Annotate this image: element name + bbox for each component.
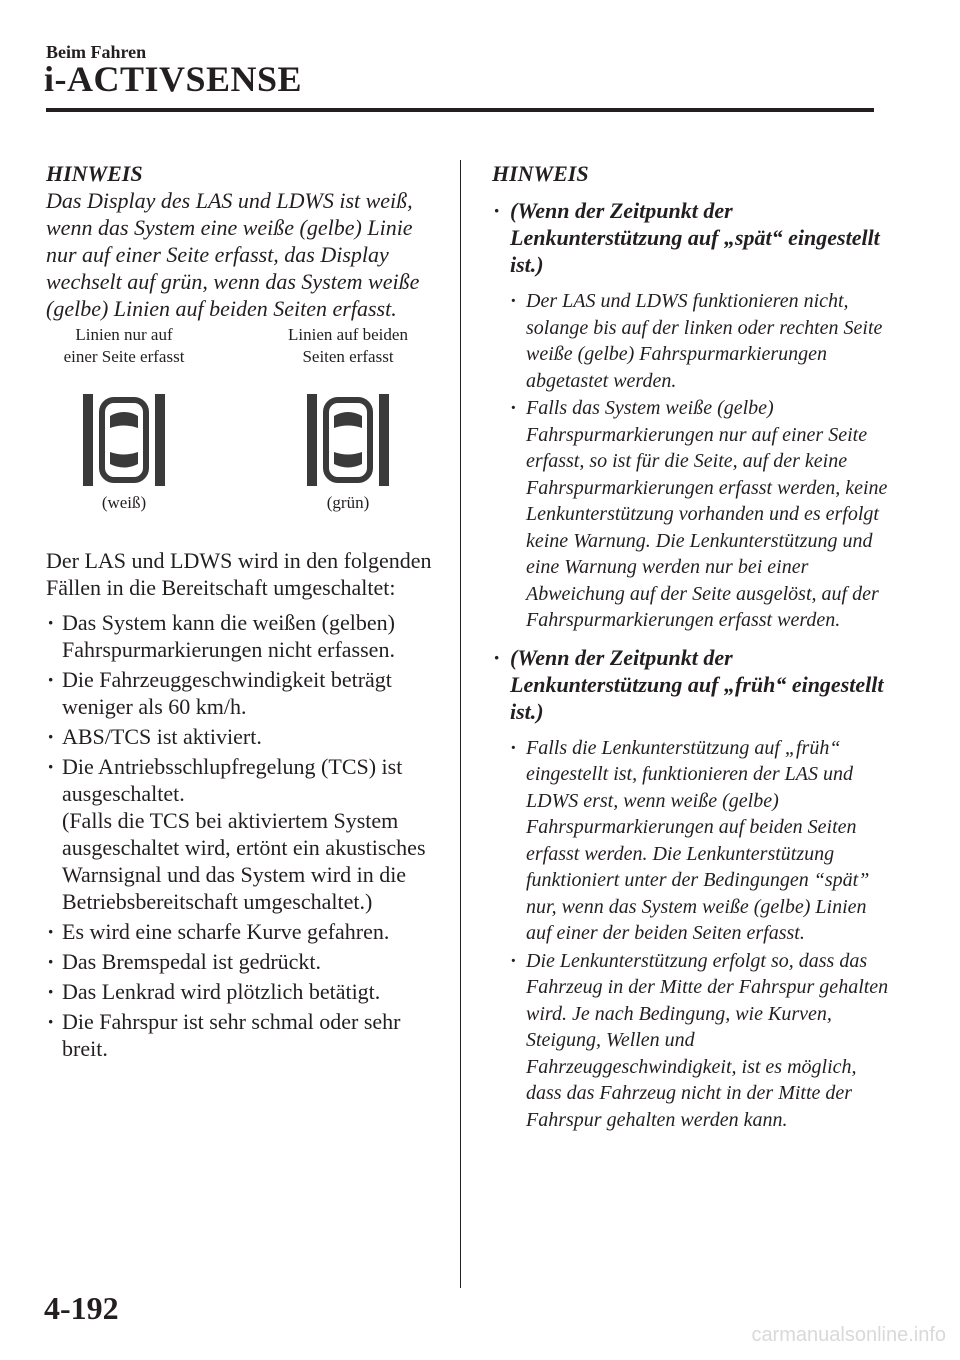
- list-item: · Das Bremspedal ist gedrückt.: [46, 948, 446, 975]
- figure-caption-both-sides-line2: Seiten erfasst: [302, 347, 394, 366]
- list-item: · Die Fahrspur ist sehr schmal oder sehr breit.: [46, 1008, 446, 1062]
- list-item-text: Die Lenkunterstützung erfolgt so, dass das Fahrzeug in der Mitte der Fahrspur gehalten wird. Je nach Bedingung, wie Kurven, Steigung, Wellen und Fahrzeuggeschwindigkeit, ist es möglich, dass das Fahrzeug nicht in der Mitte der Fahrspur gehalten werden kann.: [526, 949, 889, 1131]
- bullet-dot: ·: [510, 397, 517, 419]
- bullet-dot: ·: [493, 198, 501, 223]
- list-item: [46, 753, 446, 915]
- bullet-dot: ·: [493, 644, 501, 670]
- standby-intro: Der LAS und LDWS wird in den folgenden Fällen in die Bereitschaft umgeschaltet:: [46, 548, 432, 600]
- early-timing-heading: [490, 644, 890, 725]
- bullet-dot: ·: [510, 949, 517, 972]
- list-item: [510, 948, 890, 1134]
- left-column: [46, 160, 446, 1065]
- figure-caption-both-sides-line1: Linien auf beiden: [288, 325, 408, 344]
- standby-conditions-list: [46, 609, 446, 1062]
- figure-one-side: [24, 324, 224, 514]
- late-timing-heading: [490, 197, 890, 278]
- late-timing-list: [490, 288, 890, 634]
- note-text: Das Display des LAS und LDWS ist weiß, wenn das System eine weiße (gelbe) Linie nur auf einer Seite erfasst, das Display wechselt auf grün, wenn das System weiße (gelbe) Linien auf beiden Seiten erfasst.: [46, 188, 420, 321]
- chapter-title: i-ACTIVSENSE: [44, 59, 303, 99]
- list-item: · Die Fahrzeuggeschwindigkeit beträgt weniger als 60 km/h.: [46, 666, 446, 720]
- list-item: · ABS/TCS ist aktiviert.: [46, 723, 446, 750]
- list-item-text: Falls die Lenkunterstützung auf „früh“ eingestellt ist, funktionieren der LAS und LDWS erst, wenn weiße (gelbe) Fahrspurmarkierungen auf beiden Seiten erfasst werden. Die Lenkunterstützung funktioniert unter der Bedingungen “spät” nur, wenn das System weiße (gelbe) Linien auf einer der beiden Seiten erfasst.: [526, 736, 870, 944]
- lane-one-side-icon: [83, 394, 165, 486]
- figure-color-green: (grün): [326, 493, 370, 512]
- lane-both-sides-icon: [307, 394, 389, 486]
- early-timing-list: [490, 735, 890, 1134]
- column-divider: [460, 160, 461, 1288]
- early-timing-heading-text: (Wenn der Zeitpunkt der Lenkunterstützung auf „früh“ eingestellt ist.): [510, 644, 884, 724]
- header-rule: [46, 108, 874, 112]
- lane-display-figure: [46, 324, 446, 529]
- list-item-text: Die Antriebsschlupfregelung (TCS) ist ausgeschaltet.: [62, 754, 403, 806]
- list-item: · Das System kann die weißen (gelben) Fahrspurmarkierungen nicht erfassen.: [46, 609, 446, 663]
- late-timing-heading-text: (Wenn der Zeitpunkt der Lenkunterstützung auf „spät“ eingestellt ist.): [510, 198, 880, 277]
- bullet-dot: ·: [510, 290, 517, 312]
- watermark: carmanualsonline.info: [751, 1324, 946, 1346]
- section-label: Beim Fahren: [46, 42, 147, 62]
- list-item: [510, 288, 890, 394]
- tcs-note: (Falls die TCS bei aktiviertem System ausgeschaltet wird, ertönt ein akustisches Warnsignal und das System wird in die Betriebsbereitschaft umgeschaltet.): [62, 808, 426, 914]
- figure-caption-one-side-line1: Linien nur auf: [75, 325, 173, 344]
- list-item: [510, 735, 890, 947]
- list-item-text: Falls das System weiße (gelbe) Fahrspurmarkierungen nur auf einer Seite erfasst, so ist für die Seite, auf der keine Fahrspurmarkierungen erfasst werden, keine Lenkunterstützung vorhanden und es erfolgt keine Warnung. Die Lenkunterstützung und eine Warnung werden nur bei einer Abweichung auf der Seite ausgelöst, auf der Fahrspurmarkierungen erfasst werden.: [526, 397, 888, 631]
- list-item: · Das Lenkrad wird plötzlich betätigt.: [46, 978, 446, 1005]
- figure-caption-one-side-line2: einer Seite erfasst: [63, 347, 185, 366]
- list-item: · Es wird eine scharfe Kurve gefahren.: [46, 918, 446, 945]
- note-heading: HINWEIS: [46, 161, 143, 186]
- figure-both-sides: [248, 324, 448, 514]
- bullet-dot: ·: [510, 736, 517, 759]
- list-item: [510, 395, 890, 634]
- list-item-text: Der LAS und LDWS funktionieren nicht, solange bis auf der linken oder rechten Seite weiße (gelbe) Fahrspurmarkierungen abgetastet werden.: [526, 290, 883, 392]
- figure-color-white: (weiß): [101, 493, 147, 512]
- note-heading-right: HINWEIS: [492, 161, 589, 186]
- right-column: [490, 160, 890, 1134]
- page-number: 4-192: [44, 1290, 119, 1326]
